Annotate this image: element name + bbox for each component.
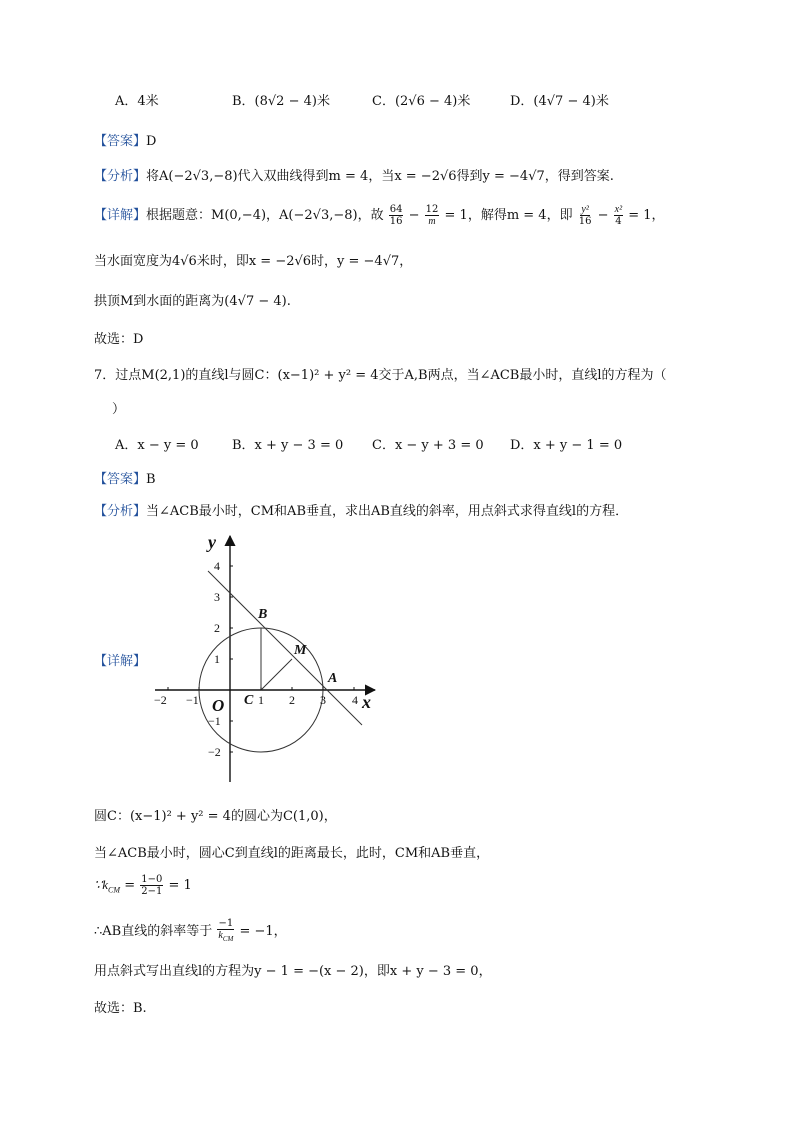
x-tick-label: −1 (186, 693, 199, 707)
q6-choice: 故选：D (94, 332, 144, 347)
q7-analysis: 当∠ACB最小时，CM和AB垂直，求出AB直线的斜率，用点斜式求得直线l的方程． (146, 504, 629, 519)
detail-tag: 【详解】 (94, 208, 147, 223)
answer-tag: 【答案】 (94, 134, 147, 149)
fraction (140, 874, 163, 897)
origin-label: O (212, 696, 225, 715)
q7-option-d: D．x + y − 1 = 0 (510, 438, 623, 453)
point-c-label: C (244, 693, 254, 708)
x-tick-label: 3 (320, 693, 326, 707)
q6-answer: D (146, 134, 157, 149)
q7-line-4a: ∴AB直线的斜率等于 (94, 924, 213, 939)
q6-detail-1b: = 1，解得m = 4，即 (444, 208, 573, 223)
point-m-label: M (294, 643, 307, 658)
detail-tag: 【详解】 (94, 654, 147, 669)
segment-cm (261, 659, 292, 690)
frac-num: 12 (425, 204, 439, 215)
q7-line-5: 用点斜式写出直线l的方程为y − 1 = −(x − 2)，即x + y − 3 = 0， (94, 964, 492, 979)
fraction (578, 204, 593, 227)
y-tick-label: 4 (214, 559, 220, 573)
q7-choice: 故选：B. (94, 1001, 147, 1016)
answer-tag: 【答案】 (94, 472, 147, 487)
frac-num: y² (581, 204, 589, 215)
fraction (614, 204, 623, 227)
point-a-label: A (328, 671, 338, 686)
q6-option-b: B．(8√2 − 4)米 (232, 94, 330, 109)
frac-den: 2−1 (141, 886, 163, 897)
frac-num: x² (614, 204, 623, 215)
q7-line-3 (94, 874, 192, 897)
q6-answer-line (94, 130, 156, 149)
q7-line-1: 圆C：(x−1)² + y² = 4的圆心为C(1,0)， (94, 809, 337, 824)
q7-answer-line (94, 468, 156, 487)
q7-option-a: A．x − y = 0 (115, 438, 199, 453)
analysis-tag: 【分析】 (94, 504, 147, 519)
frac-num: 64 (389, 204, 403, 215)
x-tick-label: 1 (258, 693, 264, 707)
q7-analysis-line (94, 500, 628, 519)
q6-analysis: 将A(−2√3,−8)代入双曲线得到m = 4，当x = −2√6得到y = −4√7，得到答案. (146, 169, 614, 184)
x-axis-label: x (362, 692, 371, 712)
y-tick-label: 1 (214, 652, 220, 666)
q6-detail-line-2: 当水面宽度为4√6米时，即x = −2√6时，y = −4√7， (94, 254, 413, 269)
q6-option-c: C．(2√6 − 4)米 (372, 94, 471, 109)
equals: = (124, 878, 136, 893)
q7-answer: B (146, 472, 156, 487)
x-tick-label: 4 (352, 693, 358, 707)
frac-num: 1−0 (141, 874, 163, 885)
q6-detail-line-3: 拱顶M到水面的距离为(4√7 − 4). (94, 294, 291, 309)
q7-line-4b: = −1， (239, 924, 287, 939)
slope-subscript: CM (222, 935, 234, 943)
q7-line-2: 当∠ACB最小时，圆心C到直线l的距离最长，此时，CM和AB垂直， (94, 846, 490, 861)
frac-num: −1 (218, 918, 234, 929)
q6-option-a: A．4米 (115, 94, 159, 109)
circle-line-figure (150, 530, 390, 790)
y-tick-label: 2 (214, 621, 220, 635)
slope-symbol: ∵k (94, 877, 109, 892)
line-l (208, 571, 362, 725)
q7-line-3b: = 1 (168, 878, 192, 893)
q7-option-b: B．x + y − 3 = 0 (232, 438, 344, 453)
q6-analysis-line (94, 165, 614, 184)
q7-stem: 7．过点M(2,1)的直线l与圆C：(x−1)² + y² = 4交于A,B两点，当∠ACB最小时，直线l的方程为（ (94, 368, 667, 383)
frac-den: k (218, 930, 223, 941)
q6-detail-1c: = 1， (628, 208, 665, 223)
frac-den: 4 (615, 216, 622, 227)
q7-option-c: C．x − y + 3 = 0 (372, 438, 484, 453)
analysis-tag: 【分析】 (94, 169, 147, 184)
q7-stem-close: ） (112, 402, 126, 417)
frac-den: 16 (389, 216, 403, 227)
minus: − (408, 208, 420, 223)
frac-den: m (428, 216, 436, 227)
frac-den: 16 (578, 216, 592, 227)
x-tick-label: 2 (289, 693, 295, 707)
fraction (389, 204, 404, 227)
q6-detail-line-1 (94, 204, 665, 227)
y-tick-label: 3 (214, 590, 220, 604)
y-tick-label: −1 (208, 714, 221, 728)
q6-detail-1a: 根据题意：M(0,−4)，A(−2√3,−8)，故 (146, 208, 384, 223)
y-axis-label: y (208, 532, 216, 552)
q7-detail-tag (94, 650, 146, 669)
fraction (425, 204, 440, 227)
q7-line-4 (94, 918, 287, 945)
fraction (217, 918, 234, 945)
q6-option-d: D．(4√7 − 4)米 (510, 94, 609, 109)
y-tick-label: −2 (208, 745, 221, 759)
minus: − (597, 208, 609, 223)
point-b-label: B (258, 607, 268, 622)
slope-subscript: CM (108, 885, 121, 895)
x-tick-label: −2 (154, 693, 167, 707)
